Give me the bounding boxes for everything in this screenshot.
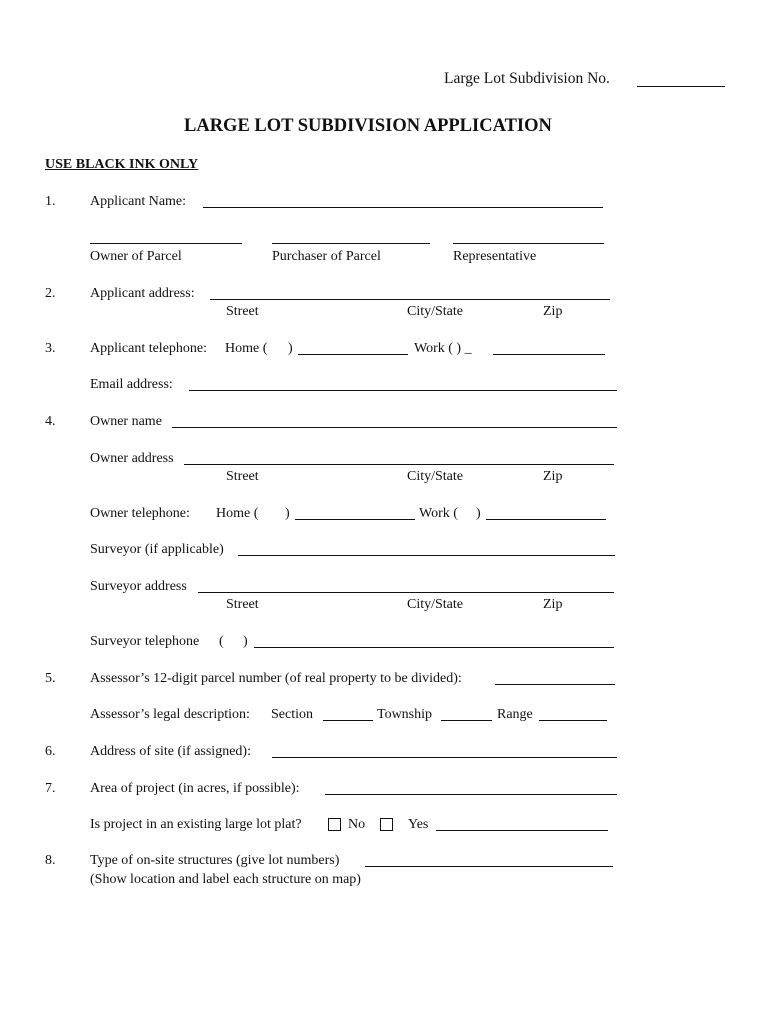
- site-address-label: Address of site (if assigned):: [90, 744, 251, 759]
- surveyor-address-field[interactable]: [198, 592, 614, 593]
- legal-description-label: Assessor’s legal description:: [90, 707, 250, 722]
- home-phone-field[interactable]: [298, 354, 408, 355]
- township-label: Township: [377, 707, 433, 722]
- item-number-8: 8.: [45, 853, 56, 868]
- owner-street-caption: Street: [226, 469, 259, 484]
- owner-name-field[interactable]: [172, 427, 617, 428]
- subdivision-no-field[interactable]: [637, 86, 725, 87]
- email-label: Email address:: [90, 377, 173, 392]
- surveyor-phone-paren-close: ): [243, 634, 248, 649]
- parcel-number-field[interactable]: [495, 684, 615, 685]
- parcel-number-label: Assessor’s 12-digit parcel number (of real property to be divided):: [90, 671, 462, 686]
- home-phone-close: ): [288, 341, 293, 356]
- applicant-name-label: Applicant Name:: [90, 194, 187, 209]
- item-number-4: 4.: [45, 414, 56, 429]
- owner-of-parcel-caption: Owner of Parcel: [90, 249, 182, 264]
- purchaser-of-parcel-field[interactable]: [272, 243, 430, 244]
- ink-instruction: USE BLACK INK ONLY: [45, 157, 199, 172]
- surveyor-telephone-label: Surveyor telephone: [90, 634, 200, 649]
- section-field[interactable]: [323, 720, 373, 721]
- surveyor-telephone-field[interactable]: [254, 647, 614, 648]
- email-field[interactable]: [189, 390, 617, 391]
- subdivision-no-label: Large Lot Subdivision No.: [444, 70, 610, 87]
- structures-label: Type of on-site structures (give lot numbers): [90, 853, 340, 868]
- item-number-2: 2.: [45, 286, 56, 301]
- item-number-3: 3.: [45, 341, 56, 356]
- street-caption: Street: [226, 304, 259, 319]
- surveyor-address-label: Surveyor address: [90, 579, 187, 594]
- page-title: LARGE LOT SUBDIVISION APPLICATION: [184, 116, 552, 136]
- work-phone-label: Work ( ) _: [414, 341, 472, 356]
- owner-home-phone-field[interactable]: [295, 519, 415, 520]
- owner-work-phone-field[interactable]: [486, 519, 606, 520]
- site-address-field[interactable]: [272, 757, 617, 758]
- item-number-1: 1.: [45, 194, 56, 209]
- applicant-address-field[interactable]: [210, 299, 610, 300]
- applicant-name-field[interactable]: [203, 207, 603, 208]
- zip-caption: Zip: [543, 304, 563, 319]
- surveyor-field[interactable]: [238, 555, 615, 556]
- yes-checkbox[interactable]: [380, 818, 393, 831]
- owner-address-field[interactable]: [184, 464, 614, 465]
- city-state-caption: City/State: [407, 304, 463, 319]
- owner-name-label: Owner name: [90, 414, 162, 429]
- representative-caption: Representative: [453, 249, 537, 264]
- existing-plat-question: Is project in an existing large lot plat?: [90, 817, 302, 832]
- owner-zip-caption: Zip: [543, 469, 563, 484]
- work-phone-field[interactable]: [493, 354, 605, 355]
- applicant-telephone-label: Applicant telephone:: [90, 341, 208, 356]
- range-label: Range: [497, 707, 533, 722]
- owner-telephone-label: Owner telephone:: [90, 506, 190, 521]
- no-checkbox[interactable]: [328, 818, 341, 831]
- home-phone-label: Home (: [225, 341, 268, 356]
- surveyor-zip-caption: Zip: [543, 597, 563, 612]
- no-label: No: [348, 817, 366, 832]
- yes-label: Yes: [408, 817, 429, 832]
- structures-field[interactable]: [365, 866, 613, 867]
- owner-address-label: Owner address: [90, 451, 174, 466]
- applicant-address-label: Applicant address:: [90, 286, 195, 301]
- surveyor-street-caption: Street: [226, 597, 259, 612]
- range-field[interactable]: [539, 720, 607, 721]
- surveyor-label: Surveyor (if applicable): [90, 542, 224, 557]
- surveyor-city-state-caption: City/State: [407, 597, 463, 612]
- item-number-6: 6.: [45, 744, 56, 759]
- township-field[interactable]: [441, 720, 492, 721]
- owner-work-phone-close: ): [476, 506, 481, 521]
- surveyor-phone-paren-open: (: [219, 634, 224, 649]
- area-of-project-field[interactable]: [325, 794, 617, 795]
- section-label: Section: [271, 707, 313, 722]
- item-number-5: 5.: [45, 671, 56, 686]
- structures-note: (Show location and label each structure on map): [90, 872, 361, 887]
- existing-plat-field[interactable]: [436, 830, 608, 831]
- owner-of-parcel-field[interactable]: [90, 243, 242, 244]
- owner-city-state-caption: City/State: [407, 469, 463, 484]
- area-of-project-label: Area of project (in acres, if possible):: [90, 781, 300, 796]
- owner-home-phone-label: Home (: [216, 506, 259, 521]
- item-number-7: 7.: [45, 781, 56, 796]
- purchaser-of-parcel-caption: Purchaser of Parcel: [272, 249, 381, 264]
- representative-field[interactable]: [453, 243, 604, 244]
- owner-home-phone-close: ): [285, 506, 290, 521]
- owner-work-phone-label: Work (: [419, 506, 458, 521]
